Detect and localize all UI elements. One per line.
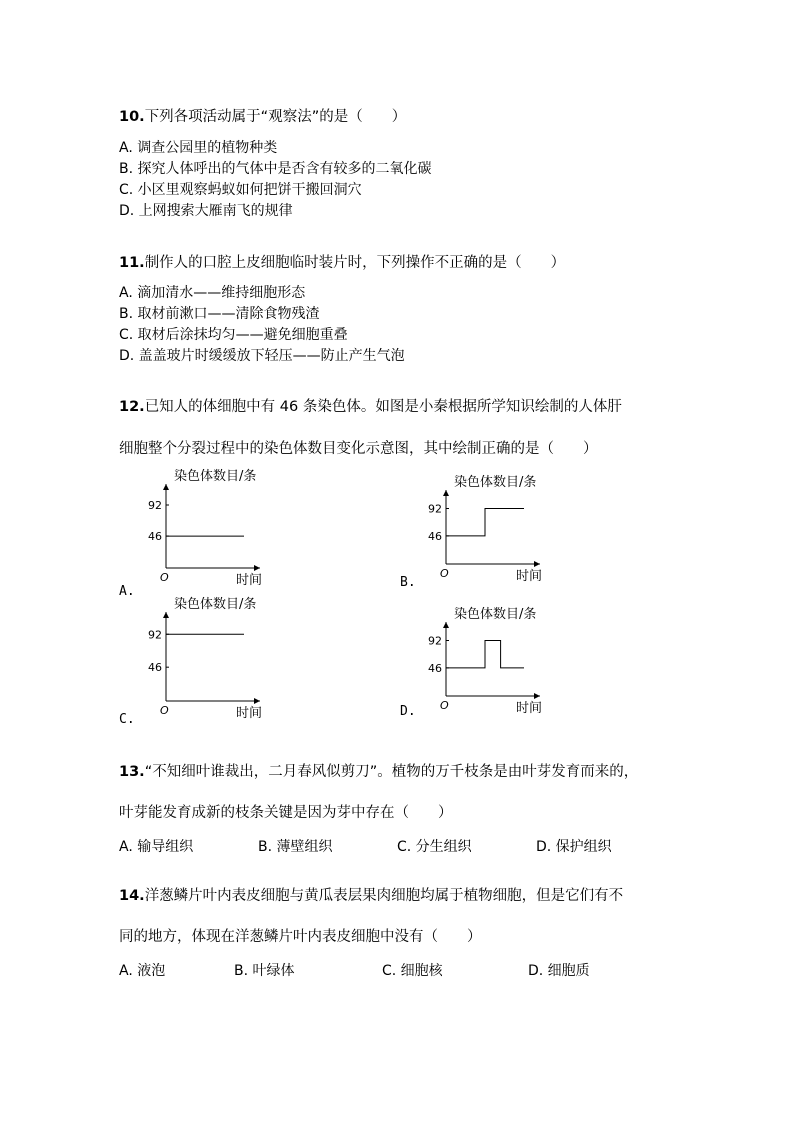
chart-a	[140, 470, 290, 590]
y-tick-label: 46	[148, 530, 162, 544]
q10-text: 下列各项活动属于“观察法”的是（ ）	[144, 109, 407, 125]
x-axis-label: 时间	[516, 569, 543, 584]
x-axis-arrow	[534, 561, 540, 567]
option-c-label: C.	[119, 712, 135, 727]
q12-text-1: 已知人的体细胞中有 46 条染色体。如图是小秦根据所学知识绘制的人体肝	[144, 399, 622, 415]
x-axis-label: 时间	[236, 706, 263, 721]
q13-number: 13.	[119, 764, 145, 780]
y-tick-label: 46	[428, 661, 442, 675]
q11-option-c: C. 取材后涂抹均匀——避免细胞重叠	[119, 327, 348, 343]
q14-option-b: B. 叶绿体	[234, 963, 295, 979]
q14-text-1: 洋葱鳞片叶内表皮细胞与黄瓜表层果肉细胞均属于植物细胞，但是它们有不	[144, 888, 624, 904]
chart-b-svg	[420, 476, 570, 586]
y-tick-label: 92	[148, 499, 162, 512]
x-axis-arrow	[534, 693, 540, 699]
origin-label: O	[440, 567, 449, 580]
q11-option-d: D. 盖盖玻片时缓缓放下轻压——防止产生气泡	[119, 348, 405, 364]
chart-c	[140, 598, 290, 723]
q11-option-b: B. 取材前漱口——清除食物残渣	[119, 306, 320, 322]
y-axis-arrow	[163, 612, 169, 618]
chart-d	[420, 608, 570, 718]
x-axis-arrow	[254, 698, 260, 704]
q10-number: 10.	[119, 109, 145, 125]
q12-stem-line2: 细胞整个分裂过程中的染色体数目变化示意图，其中绘制正确的是（ ）	[119, 441, 598, 457]
q13-option-b: B. 薄壁组织	[258, 839, 333, 855]
y-axis-arrow	[163, 484, 169, 490]
q11-stem	[119, 254, 565, 272]
option-a-label: A.	[119, 584, 135, 599]
q10-stem	[119, 108, 406, 126]
series-line	[446, 509, 524, 536]
q10-option-b: B. 探究人体呼出的气体中是否含有较多的二氧化碳	[119, 161, 432, 177]
q14-option-a: A. 液泡	[119, 963, 166, 979]
q14-number: 14.	[119, 888, 145, 904]
y-axis-label: 染色体数目/条	[174, 597, 257, 612]
q14-option-d: D. 细胞质	[528, 963, 590, 979]
x-axis-arrow	[254, 565, 260, 571]
y-axis-label: 染色体数目/条	[454, 607, 537, 622]
q13-option-a: A. 输导组织	[119, 839, 194, 855]
origin-label: O	[440, 699, 449, 712]
q10-option-a: A. 调查公园里的植物种类	[119, 140, 278, 156]
chart-a-svg	[140, 470, 290, 590]
y-axis-label: 染色体数目/条	[454, 475, 537, 490]
q12-stem-line1	[119, 398, 622, 416]
y-tick-label: 46	[148, 661, 162, 675]
q11-option-a: A. 滴加清水——维持细胞形态	[119, 285, 306, 301]
option-d-label: D.	[400, 704, 416, 719]
x-axis-label: 时间	[236, 573, 263, 588]
q13-stem-line1	[119, 763, 638, 781]
y-axis-arrow	[443, 622, 449, 628]
y-tick-label: 92	[148, 628, 162, 642]
q11-number: 11.	[119, 255, 145, 271]
chart-d-svg	[420, 608, 570, 718]
y-tick-label: 92	[428, 502, 442, 516]
q13-option-c: C. 分生组织	[397, 839, 472, 855]
y-tick-label: 92	[428, 634, 442, 648]
origin-label: O	[160, 571, 169, 584]
y-tick-label: 46	[428, 529, 442, 543]
q13-text-1: “不知细叶谁裁出，二月春风似剪刀”。植物的万千枝条是由叶芽发育而来的，	[144, 764, 639, 780]
q11-text: 制作人的口腔上皮细胞临时装片时，下列操作不正确的是（ ）	[144, 255, 566, 271]
series-line	[446, 641, 524, 668]
q10-option-c: C. 小区里观察蚂蚁如何把饼干搬回洞穴	[119, 182, 362, 198]
chart-b	[420, 476, 570, 586]
q13-stem-line2: 叶芽能发育成新的枝条关键是因为芽中存在（ ）	[119, 805, 453, 821]
q13-option-d: D. 保护组织	[536, 839, 612, 855]
chart-c-svg	[140, 598, 290, 723]
q14-stem-line2: 同的地方，体现在洋葱鳞片叶内表皮细胞中没有（ ）	[119, 929, 482, 945]
x-axis-label: 时间	[516, 701, 543, 716]
q12-number: 12.	[119, 399, 145, 415]
y-axis-arrow	[443, 490, 449, 496]
q10-option-d: D. 上网搜索大雁南飞的规律	[119, 203, 293, 219]
y-axis-label: 染色体数目/条	[174, 469, 257, 484]
option-b-label: B.	[400, 575, 416, 590]
q14-stem-line1	[119, 887, 623, 905]
q14-option-c: C. 细胞核	[382, 963, 443, 979]
origin-label: O	[160, 704, 169, 717]
